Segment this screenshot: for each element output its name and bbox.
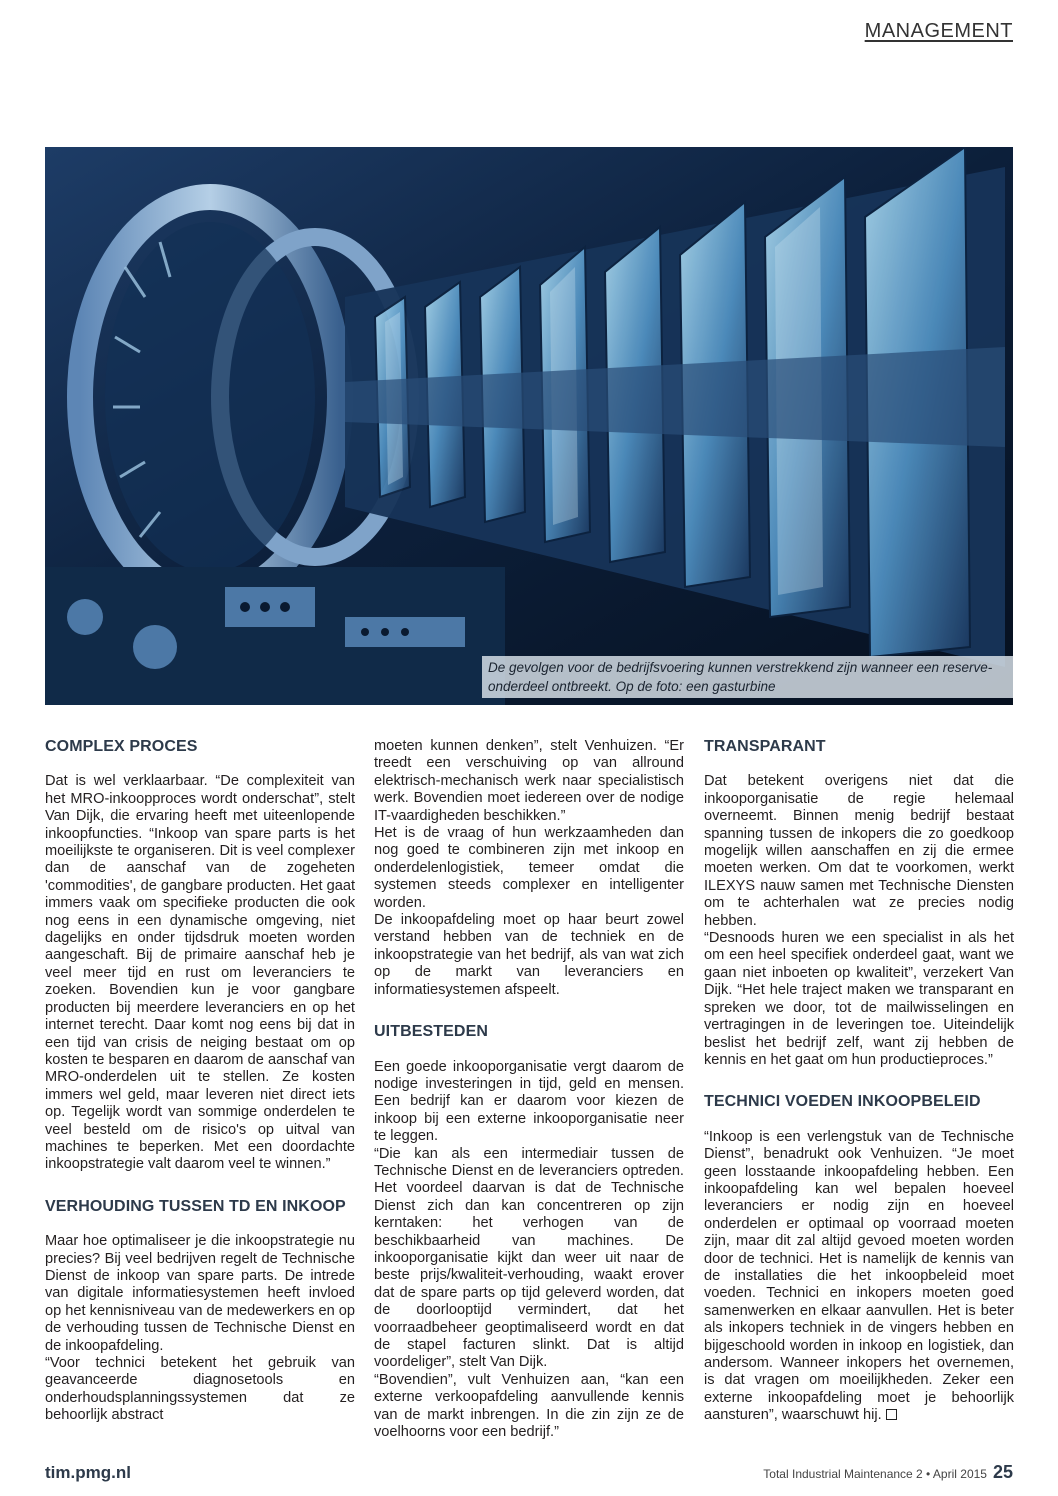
column-1: [45, 738, 355, 1425]
heading-uitbesteden: UITBESTEDEN: [374, 1023, 488, 1041]
footer-publication: [763, 1462, 1013, 1483]
paragraph-last: “Inkoop is een verlengstuk van de Technische Dienst”, benadrukt ook Venhuizen. “Je moet geen losstaande inkoopafdeling hebben. Een inkoopafdeling kan wel bepalen hoeveel leveranciers er nodig zijn en hoeveel onderdelen er optimaal op voorraad moeten zijn, maar dit zal altijd gevoed moeten worden door de technici. Het is namelijk de kennis van de installaties die het inkoopbeleid moet voeden. Technici en inkopers moeten goed samenwerken en elkaar aanvullen. Het is beter als inkopers techniek in de vingers hebben en bijgeschoold worden in inkoop en logistiek, dan andersom. Wanneer inkopers het overnemen, is dat vragen om moeilijkheden. Zeker een externe inkoopafdeling moet je behoorlijk aansturen”, waarschuwt hij.: [704, 1128, 1014, 1424]
heading-complex-proces: COMPLEX PROCES: [45, 738, 198, 755]
paragraph: moeten kunnen denken”, stelt Venhuizen. “Er treedt een verschuiving op van allround elektrisch-mechanisch werk naar specialistisch werk. Bovendien moet iedereen over de nodige IT-vaardigheden beschikken.”: [374, 738, 684, 824]
paragraph: Dat betekent overigens niet dat die inkooporganisatie de regie helemaal overneemt. Binnen menig bedrijf bestaat spanning tussen de inkopers die zo goedkoop mogelijk willen aanschaffen en zij die ermee moeten werken. Om dat te voorkomen, werkt ILEXYS nauw samen met Technische Diensten om te achterhalen wat ze precies nodig hebben.: [704, 773, 1014, 929]
paragraph: “Desnoods huren we een specialist in als het om een heel specifiek onderdeel gaat, want we gaan niet inboeten op kwaliteit”, verzekert Van Dijk. “Het hele traject maken we transparant en spreken we door, tot de mailwisselingen en vertragingen in de leveringen toe. Uiteindelijk beslist het bedrijf zelf, want zij hebben de kennis en het gaat om hun productieproces.”: [704, 930, 1014, 1068]
paragraph: “Die kan als een intermediair tussen de Technische Dienst en de leveranciers optreden. Het voordeel daarvan is dat de Technische Dienst zich dan kan concentreren op zijn kerntaken: het verhogen van de beschikbaarheid van machines. De inkooporganisatie kijkt dan weer uit naar de beste prijs/kwaliteit-verhouding, waakt erover dat de spare parts op tijd geleverd worden, dat de doorlooptijd vermindert, dat het voorraadbeheer geoptimaliseerd wordt en dat de stapel facturen slinkt. Dat is altijd voordeliger”, stelt Van Dijk.: [374, 1145, 684, 1371]
column-3: [704, 738, 1014, 1425]
paragraph: Maar hoe optimaliseer je die inkoopstrategie nu precies? Bij veel bedrijven regelt de Technische Dienst de inkoop van spare parts. De intrede van digitale informatiesystemen heeft invloed op het kennisniveau van de medewerkers en op de verhouding tussen de Technische Dienst en de inkoopafdeling.: [45, 1233, 355, 1354]
heading-verhouding: VERHOUDING TUSSEN TD EN INKOOP: [45, 1197, 346, 1215]
page-number: 25: [992, 1462, 1013, 1482]
publication-info: Total Industrial Maintenance 2 • April 2015: [763, 1467, 987, 1481]
heading-technici: TECHNICI VOEDEN INKOOPBELEID: [704, 1093, 981, 1111]
heading-transparant: TRANSPARANT: [704, 738, 826, 755]
paragraph: Een goede inkooporganisatie vergt daarom de nodige investeringen in tijd, geld en mensen. Een bedrijf kan er daarom voor kiezen de inkoop bij een externe inkooporganisatie neer te leggen.: [374, 1058, 684, 1145]
column-2: [374, 738, 684, 1441]
paragraph: Het is de vraag of hun werkzaamheden dan nog goed te combineren zijn met inkoop en onderdelenlogistiek, temeer omdat die systemen steeds complexer en intelligenter worden.: [374, 825, 684, 911]
paragraph: Dat is wel verklaarbaar. “De complexiteit van het MRO-inkoopproces wordt onderschat”, stelt Van Dijk, die ervaring heeft met uiteenlopende inkoopfuncties. “Inkoop van spare parts is het moeilijkste te organiseren. Dit is veel complexer dan de aanschaf van de zogeheten 'commodities', de gangbare producten. Het gaat immers vaak om specifieke producten die ook nog eens in een dynamische omgeving, niet dagelijks en onder tijdsdruk moeten worden aangeschaft. Bij de primaire aanschaf heb je veel meer tijd en rust om leveranciers te zoeken. Bovendien kun je voor gangbare producten bij meerdere leveranciers en op het internet terecht. Daar komt nog eens bij dat in een tijd van crisis de neiging bestaat om op kosten te besparen en daarom de aanschaf van MRO-onderdelen uit te stellen. Ze kosten immers wel geld, maar leveren niet direct iets op. Tegelijk wordt van sommige onderdelen te veel besteld om de risico's op uitval van machines te beperken. Met een doordachte inkoopstrategie valt daarom veel te winnen.”: [45, 773, 355, 1173]
paragraph: De inkoopafdeling moet op haar beurt zowel verstand hebben van de techniek en de inkoopstrategie van het bedrijf, als van wat zich op de markt van leveranciers en informatiesystemen afspeelt.: [374, 912, 684, 998]
section-label: MANAGEMENT: [864, 20, 1013, 42]
gas-turbine-photo: [45, 147, 1013, 705]
paragraph: “Voor technici betekent het gebruik van geavanceerde diagnosetools en onderhoudsplanningssystemen dat ze behoorlijk abstract: [45, 1355, 355, 1424]
website-link[interactable]: tim.pmg.nl: [45, 1463, 131, 1482]
end-of-article-icon: [886, 1409, 897, 1420]
turbine-illustration: [45, 147, 1013, 705]
photo-caption: De gevolgen voor de bedrijfsvoering kunnen verstrekkend zijn wanneer een reserve-onderdeel ontbreekt. Op de foto: een gasturbine: [482, 656, 1013, 698]
paragraph: “Bovendien”, vult Venhuizen aan, “kan een externe verkoopafdeling aanvullende kennis van de markt inbrengen. In die zin zijn ze de voelhoorns voor een bedrijf.”: [374, 1371, 684, 1441]
